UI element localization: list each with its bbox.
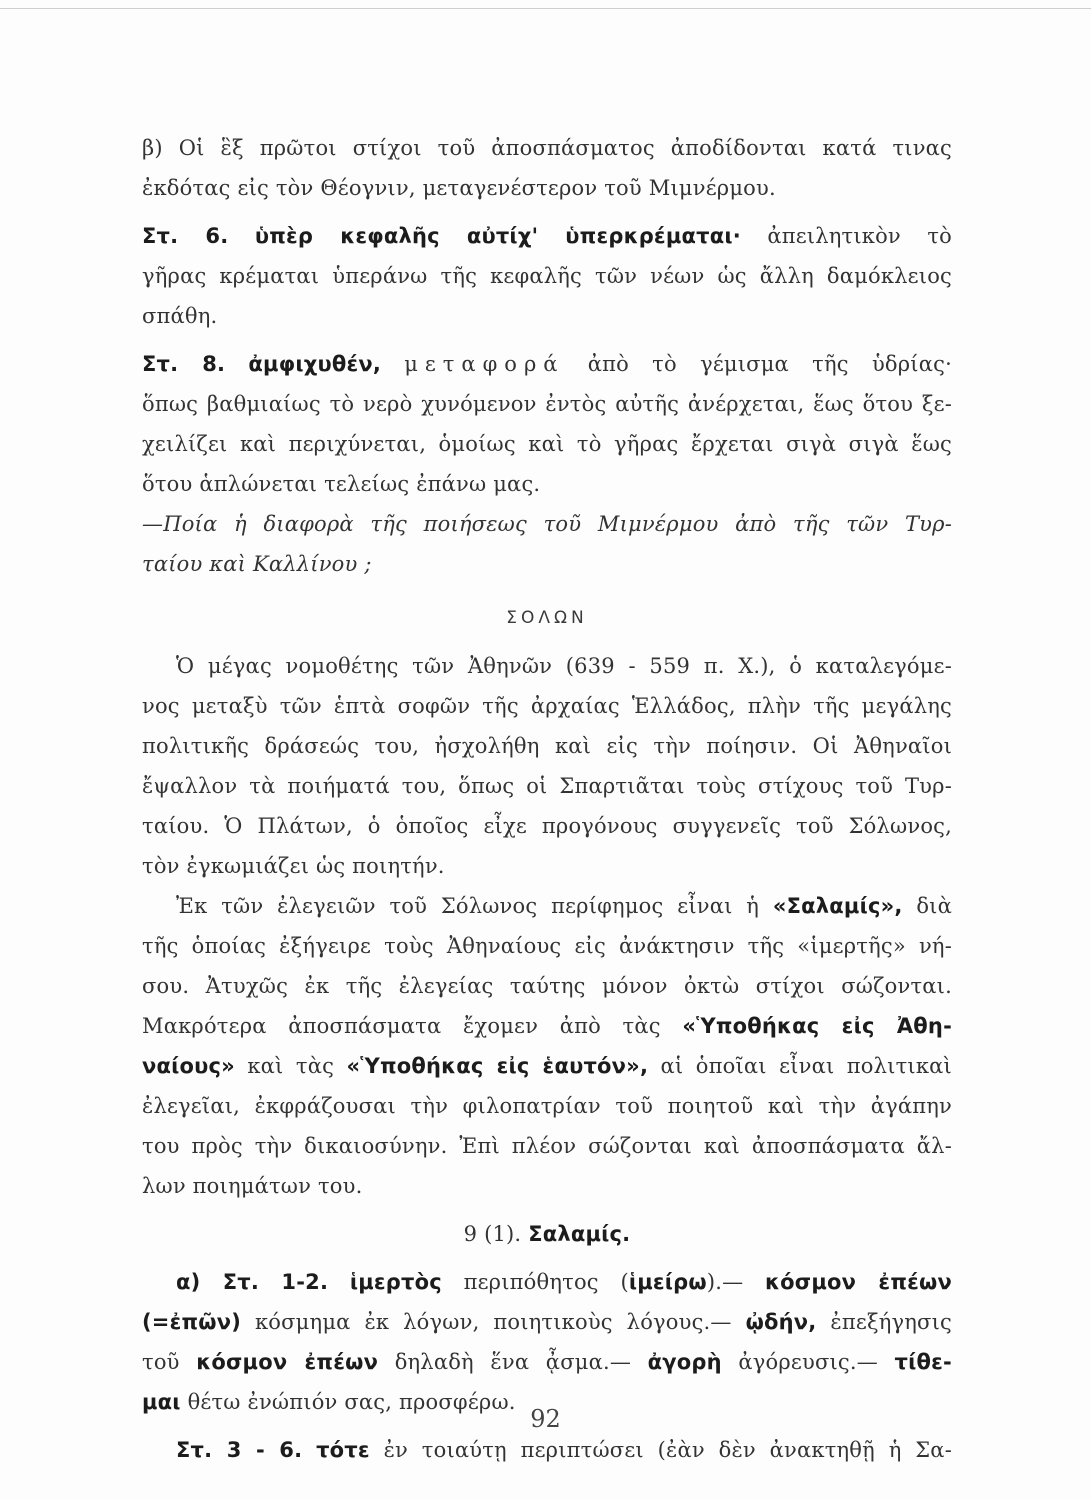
salamis-title: Σαλαμίς. — [528, 1222, 631, 1246]
gloss: τοῦ — [142, 1350, 180, 1374]
solon-p1-line-1: Ὁ μέγας νομοθέτης τῶν Ἀθηνῶν (639 - 559 π. Χ.), ὁ καταλεγόμε- — [176, 654, 952, 678]
solon-p1-line-2: νος μεταξὺ τῶν ἑπτὰ σοφῶν τῆς ἀρχαίας Ἑλλάδος, πλὴν τῆς μεγάλης — [142, 694, 952, 718]
solon-p2-text: διὰ — [916, 894, 952, 918]
st6-label: Στ. 6. — [142, 224, 229, 248]
para-b-line-1: β) Οἱ ἓξ πρῶτοι στίχοι τοῦ ἀποσπάσματος ἀποδίδονται κατά τινας — [142, 136, 952, 160]
st8-gloss: ἀπὸ τὸ γέμισμα τῆς ὑδρίας· — [587, 352, 952, 376]
scan-edge-line — [0, 8, 1091, 9]
term-oden: ᾠδήν, — [745, 1310, 817, 1334]
st8-term: ἀμφιχυθέν, — [248, 352, 382, 376]
term-himeiro: ἱμείρω — [628, 1270, 707, 1294]
st8-line-2: ὅπως βαθμιαίως τὸ νερὸ χυνόμενον ἐντὸς αὐτῆς ἀνέρχεται, ἕως ὅτου ξε- — [142, 392, 952, 416]
st36-label: Στ. 3 - 6. — [176, 1438, 303, 1462]
solon-p1-line-6: τὸν ἐγκωμιάζει ὡς ποιητήν. — [142, 854, 445, 878]
title-hypothekai-self: «Ὑποθήκας εἰς ἑαυτόν», — [346, 1054, 649, 1078]
gloss: ἀγόρευσις.— — [738, 1350, 878, 1374]
title-hypothekai-athenians-end: ναίους» — [142, 1054, 235, 1078]
term-tithemai-end: μαι — [142, 1390, 181, 1414]
question-line-2: ταίου καὶ Καλλίνου ; — [142, 552, 372, 576]
solon-p2-line-5 — [142, 1046, 952, 1086]
section-heading-salamis — [142, 1214, 952, 1254]
gloss: ).— — [706, 1270, 744, 1294]
term-kosmon-epeon: κόσμον ἐπέων — [765, 1270, 952, 1294]
solon-p2-text: αἱ ὁποῖαι εἶναι πολιτικαὶ — [660, 1054, 952, 1078]
title-hypothekai-athenians: «Ὑποθήκας εἰς Ἀθη- — [682, 1014, 952, 1038]
solon-p2-line-8: λων ποιημάτων του. — [142, 1174, 363, 1198]
st8-line-4: ὅτου ἁπλώνεται τελείως ἐπάνω μας. — [142, 472, 541, 496]
salamis-a-line-3 — [142, 1342, 952, 1382]
term-epon: (=ἐπῶν) — [142, 1310, 242, 1334]
para-b-line-2: ἐκδότας εἰς τὸν Θέογνιν, μεταγενέστερον τοῦ Μιμνέρμου. — [142, 176, 776, 200]
solon-p2-line-4 — [142, 1006, 952, 1046]
st8-line-1 — [142, 344, 952, 384]
st6-line-3: σπάθη. — [142, 304, 218, 328]
page-number: 92 — [530, 1405, 561, 1433]
term-tithemai: τίθε- — [894, 1350, 952, 1374]
gloss: θέτω ἐνώπιόν σας, προσφέρω. — [187, 1390, 516, 1414]
solon-p2-text: Ἐκ τῶν ἐλεγειῶν τοῦ Σόλωνος περίφημος εἶναι ἡ — [176, 894, 760, 918]
gloss: κόσμημα ἐκ λόγων, ποιητικοὺς λόγους.— — [254, 1310, 732, 1334]
st8-label: Στ. 8. — [142, 352, 226, 376]
st36-line-1 — [142, 1430, 952, 1470]
solon-p1-line-4: ἔψαλλον τὰ ποιήματά του, ὅπως οἱ Σπαρτιᾶται τοὺς στίχους τοῦ Τυρ- — [142, 774, 952, 798]
solon-p2-text: καὶ τὰς — [247, 1054, 335, 1078]
question-line-1: —Ποία ἡ διαφορὰ τῆς ποιήσεως τοῦ Μιμνέρμου ἀπὸ τῆς τῶν Τυρ- — [142, 512, 952, 536]
solon-p2-line-1 — [142, 886, 952, 926]
st6-line-2: γῆρας κρέμαται ὑπεράνω τῆς κεφαλῆς τῶν νέων ὡς ἄλλη δαμόκλειος — [142, 264, 952, 288]
term-agore: ἀγορὴ — [647, 1350, 722, 1374]
gloss: ἐν τοιαύτῃ περιπτώσει (ἐὰν δὲν ἀνακτηθῇ ἡ Σα- — [383, 1438, 952, 1462]
term-kosmon-epeon-2: κόσμον ἐπέων — [196, 1350, 379, 1374]
salamis-number: 9 (1). — [463, 1222, 522, 1246]
solon-p2-line-3: σου. Ἀτυχῶς ἐκ τῆς ἐλεγείας ταύτης μόνον ὀκτὼ στίχοι σώζονται. — [142, 974, 952, 998]
salamis-a-label: α) Στ. 1-2. — [176, 1270, 329, 1294]
section-heading-solon: ΣΟΛΩΝ — [506, 608, 588, 628]
page-text — [142, 128, 952, 1470]
solon-p2-text: Μακρότερα ἀποσπάσματα ἔχομεν ἀπὸ τὰς — [142, 1014, 661, 1038]
st6-term: ὑπὲρ κεφαλῆς αὐτίχ' ὑπερκρέμαται· — [254, 224, 741, 248]
st8-line-3: χειλίζει καὶ περιχύνεται, ὁμοίως καὶ τὸ γῆρας ἔρχεται σιγὰ σιγὰ ἕως — [142, 432, 952, 456]
title-salamis: «Σαλαμίς», — [772, 894, 903, 918]
solon-p1-line-3: πολιτικῆς δράσεώς του, ἠσχολήθη καὶ εἰς τὴν ποίησιν. Οἱ Ἀθηναῖοι — [142, 734, 952, 758]
salamis-a-line-2 — [142, 1302, 952, 1342]
term-himertos: ἱμερτὸς — [349, 1270, 442, 1294]
term-tote: τότε — [316, 1438, 370, 1462]
salamis-a-line-1 — [142, 1262, 952, 1302]
gloss: ἐπεξήγησις — [830, 1310, 952, 1334]
st8-spaced-word: μεταφορά — [404, 352, 565, 376]
gloss: περιπόθητος ( — [463, 1270, 629, 1294]
gloss: δηλαδὴ ἕνα ᾆσμα.— — [394, 1350, 632, 1374]
solon-p2-line-6: ἐλεγεῖαι, ἐκφράζουσαι τὴν φιλοπατρίαν τοῦ ποιητοῦ καὶ τὴν ἀγάπην — [142, 1094, 952, 1118]
st6-gloss: ἀπειλητικὸν τὸ — [767, 224, 952, 248]
solon-p2-line-2: τῆς ὁποίας ἐξήγειρε τοὺς Ἀθηναίους εἰς ἀνάκτησιν τῆς «ἱμερτῆς» νή- — [142, 934, 952, 958]
st6-line-1 — [142, 216, 952, 256]
solon-p2-line-7: του πρὸς τὴν δικαιοσύνην. Ἐπὶ πλέον σώζονται καὶ ἀποσπάσματα ἄλ- — [142, 1134, 952, 1158]
solon-p1-line-5: ταίου. Ὁ Πλάτων, ὁ ὁποῖος εἶχε προγόνους συγγενεῖς τοῦ Σόλωνος, — [142, 814, 952, 838]
